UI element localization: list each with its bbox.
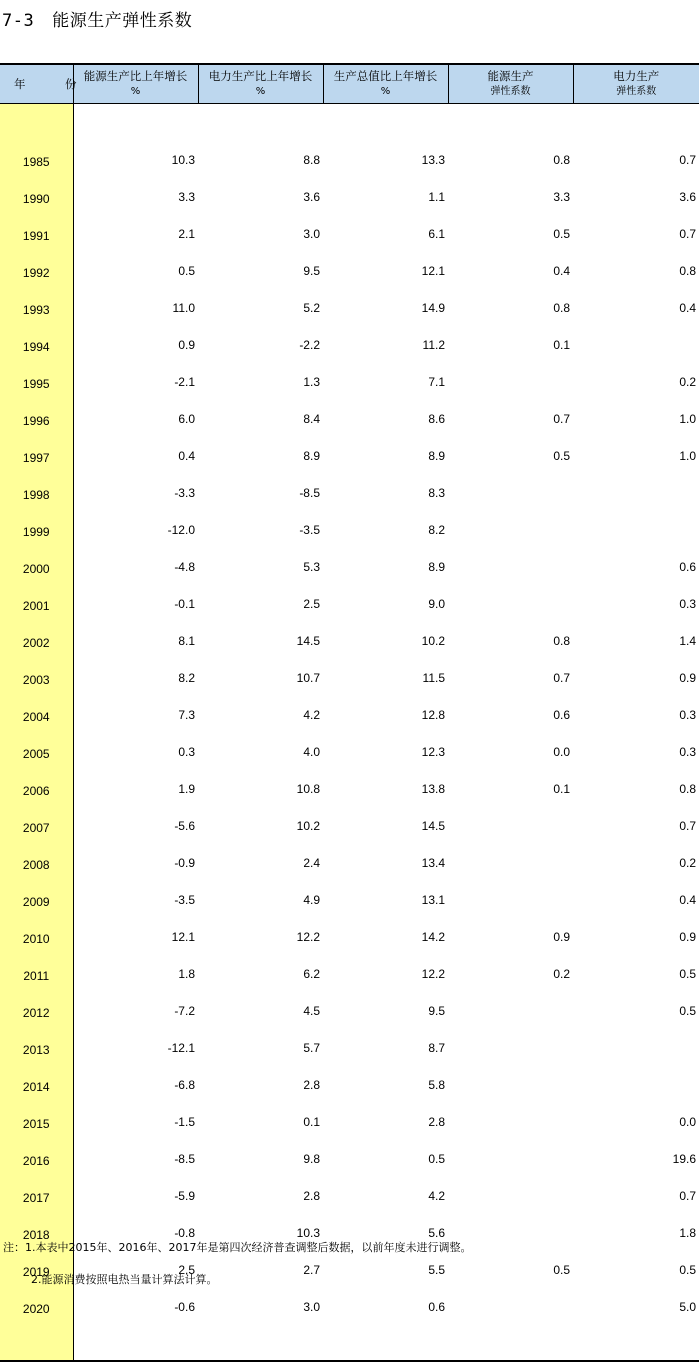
year-cell: 2004 (0, 696, 73, 733)
energy-elasticity-cell (448, 1177, 573, 1214)
year-cell: 1997 (0, 437, 73, 474)
gdp-growth-cell: 5.6 (323, 1214, 448, 1251)
year-cell: 2007 (0, 807, 73, 844)
energy-growth-cell: 8.2 (73, 659, 198, 696)
table-row (0, 955, 699, 992)
energy-elasticity-cell (448, 1029, 573, 1066)
energy-growth-cell: -8.5 (73, 1140, 198, 1177)
gdp-growth-cell: 13.8 (323, 770, 448, 807)
electricity-elasticity-cell: 0.4 (573, 289, 699, 326)
year-cell: 2000 (0, 548, 73, 585)
energy-growth-cell: 1.9 (73, 770, 198, 807)
table-row (0, 1103, 699, 1140)
electricity-growth-cell: 0.1 (198, 1103, 323, 1140)
energy-growth-cell: -12.0 (73, 511, 198, 548)
table-row (0, 289, 699, 326)
energy-growth-cell: -3.5 (73, 881, 198, 918)
data-table (0, 63, 699, 1362)
header-energy-growth (73, 64, 198, 104)
year-cell: 2011 (0, 955, 73, 992)
year-cell: 2013 (0, 1029, 73, 1066)
electricity-elasticity-cell (573, 474, 699, 511)
table-row (0, 252, 699, 289)
gdp-growth-cell: 1.1 (323, 178, 448, 215)
year-cell: 1998 (0, 474, 73, 511)
gdp-growth-cell: 7.1 (323, 363, 448, 400)
table-row (0, 807, 699, 844)
footnotes (3, 1232, 471, 1296)
energy-elasticity-cell: 0.5 (448, 437, 573, 474)
electricity-growth-cell: 10.8 (198, 770, 323, 807)
table-row (0, 548, 699, 585)
gdp-growth-cell: 5.8 (323, 1066, 448, 1103)
header-year-label: 年 份 (14, 77, 91, 91)
table-row (0, 326, 699, 363)
header-electricity-elasticity (573, 64, 699, 104)
electricity-elasticity-cell (573, 1066, 699, 1103)
electricity-elasticity-cell: 0.7 (573, 141, 699, 178)
electricity-growth-cell: 1.3 (198, 363, 323, 400)
gdp-growth-cell: 13.4 (323, 844, 448, 881)
year-cell: 1995 (0, 363, 73, 400)
electricity-growth-cell: 2.7 (198, 1251, 323, 1288)
energy-elasticity-cell (448, 992, 573, 1029)
electricity-elasticity-cell: 0.3 (573, 585, 699, 622)
table-title: 能源生产弹性系数 (52, 11, 192, 31)
energy-growth-cell: 1.8 (73, 955, 198, 992)
energy-elasticity-cell (448, 474, 573, 511)
gdp-growth-cell: 9.0 (323, 585, 448, 622)
energy-elasticity-cell: 0.7 (448, 659, 573, 696)
gdp-growth-cell: 8.6 (323, 400, 448, 437)
electricity-elasticity-cell: 0.0 (573, 1103, 699, 1140)
energy-elasticity-cell (448, 585, 573, 622)
energy-elasticity-cell (448, 511, 573, 548)
electricity-growth-cell: 9.5 (198, 252, 323, 289)
gdp-growth-cell: 8.3 (323, 474, 448, 511)
year-cell: 2020 (0, 1288, 73, 1325)
gdp-growth-cell: 11.5 (323, 659, 448, 696)
year-cell: 1996 (0, 400, 73, 437)
electricity-growth-cell: 10.2 (198, 807, 323, 844)
year-cell: 1994 (0, 326, 73, 363)
table-row (0, 1177, 699, 1214)
year-cell: 2008 (0, 844, 73, 881)
energy-elasticity-cell (448, 881, 573, 918)
energy-growth-cell: -12.1 (73, 1029, 198, 1066)
gdp-growth-cell: 12.8 (323, 696, 448, 733)
gdp-growth-cell: 9.5 (323, 992, 448, 1029)
year-cell: 2002 (0, 622, 73, 659)
energy-growth-cell: -0.8 (73, 1214, 198, 1251)
table-row (0, 585, 699, 622)
energy-growth-cell: 0.9 (73, 326, 198, 363)
electricity-growth-cell: 8.9 (198, 437, 323, 474)
energy-growth-cell: 2.5 (73, 1251, 198, 1288)
electricity-growth-cell: 3.6 (198, 178, 323, 215)
table-row (0, 178, 699, 215)
energy-elasticity-cell (448, 363, 573, 400)
electricity-elasticity-cell: 0.8 (573, 252, 699, 289)
energy-growth-cell: 0.3 (73, 733, 198, 770)
energy-growth-cell: -0.6 (73, 1288, 198, 1325)
year-cell-blank (0, 1325, 73, 1361)
gdp-growth-cell: 8.9 (323, 548, 448, 585)
energy-growth-cell: 2.1 (73, 215, 198, 252)
electricity-elasticity-cell: 0.3 (573, 696, 699, 733)
table-row (0, 622, 699, 659)
header-electricity-growth-label: 电力生产比上年增长 (209, 69, 313, 83)
header-gdp-growth-unit: % (324, 84, 448, 99)
gdp-growth-cell: 6.1 (323, 215, 448, 252)
electricity-growth-cell: 3.0 (198, 215, 323, 252)
electricity-growth-cell: 14.5 (198, 622, 323, 659)
energy-growth-cell: 3.3 (73, 178, 198, 215)
energy-growth-cell: -0.1 (73, 585, 198, 622)
header-electricity-elasticity-label: 电力生产 (613, 69, 659, 83)
year-cell: 2010 (0, 918, 73, 955)
table-spacer-row (0, 104, 699, 142)
energy-growth-cell: 11.0 (73, 289, 198, 326)
electricity-growth-cell: 4.5 (198, 992, 323, 1029)
gdp-growth-cell: 14.9 (323, 289, 448, 326)
electricity-growth-cell: 5.2 (198, 289, 323, 326)
gdp-growth-cell: 10.2 (323, 622, 448, 659)
energy-growth-cell: -2.1 (73, 363, 198, 400)
gdp-growth-cell: 14.5 (323, 807, 448, 844)
header-electricity-growth-unit: % (199, 84, 323, 99)
electricity-elasticity-cell: 0.8 (573, 770, 699, 807)
electricity-growth-cell: 10.3 (198, 1214, 323, 1251)
header-energy-elasticity-unit: 弹性系数 (449, 84, 573, 99)
page-title (2, 6, 192, 31)
table-row (0, 1140, 699, 1177)
energy-elasticity-cell (448, 1140, 573, 1177)
energy-elasticity-cell: 0.5 (448, 1251, 573, 1288)
table-end-row (0, 1325, 699, 1361)
electricity-elasticity-cell: 0.2 (573, 363, 699, 400)
energy-elasticity-cell: 0.1 (448, 326, 573, 363)
electricity-elasticity-cell: 0.2 (573, 844, 699, 881)
year-cell: 1992 (0, 252, 73, 289)
electricity-growth-cell: 2.4 (198, 844, 323, 881)
gdp-growth-cell: 8.2 (323, 511, 448, 548)
electricity-growth-cell: 2.5 (198, 585, 323, 622)
electricity-elasticity-cell: 0.6 (573, 548, 699, 585)
electricity-elasticity-cell: 0.7 (573, 1177, 699, 1214)
energy-growth-cell: -5.9 (73, 1177, 198, 1214)
table-row (0, 474, 699, 511)
electricity-growth-cell: 2.8 (198, 1177, 323, 1214)
header-energy-elasticity (448, 64, 573, 104)
electricity-growth-cell: 8.4 (198, 400, 323, 437)
electricity-elasticity-cell: 0.9 (573, 659, 699, 696)
gdp-growth-cell: 13.1 (323, 881, 448, 918)
table-row (0, 733, 699, 770)
table-row (0, 141, 699, 178)
year-cell: 2009 (0, 881, 73, 918)
gdp-growth-cell: 5.5 (323, 1251, 448, 1288)
electricity-elasticity-cell: 19.6 (573, 1140, 699, 1177)
table-row (0, 696, 699, 733)
table-row (0, 770, 699, 807)
electricity-elasticity-cell: 0.4 (573, 881, 699, 918)
table-row (0, 1029, 699, 1066)
year-cell: 1999 (0, 511, 73, 548)
year-cell: 2006 (0, 770, 73, 807)
energy-elasticity-cell: 3.3 (448, 178, 573, 215)
energy-growth-cell: -1.5 (73, 1103, 198, 1140)
header-energy-elasticity-label: 能源生产 (488, 69, 534, 83)
table-row (0, 437, 699, 474)
table-row (0, 659, 699, 696)
year-cell: 2018 (0, 1214, 73, 1251)
energy-growth-cell: -4.8 (73, 548, 198, 585)
energy-growth-cell: -5.6 (73, 807, 198, 844)
header-row (0, 64, 699, 104)
year-cell: 2012 (0, 992, 73, 1029)
energy-elasticity-cell (448, 548, 573, 585)
header-year (0, 64, 73, 104)
energy-growth-cell: 7.3 (73, 696, 198, 733)
electricity-growth-cell: 8.8 (198, 141, 323, 178)
table-row (0, 215, 699, 252)
table-body (0, 104, 699, 1362)
header-energy-growth-unit: % (74, 84, 198, 99)
energy-elasticity-cell: 0.4 (448, 252, 573, 289)
energy-elasticity-cell (448, 1066, 573, 1103)
year-cell: 1993 (0, 289, 73, 326)
electricity-elasticity-cell: 1.0 (573, 437, 699, 474)
electricity-elasticity-cell (573, 1029, 699, 1066)
gdp-growth-cell: 0.6 (323, 1288, 448, 1325)
electricity-growth-cell: -2.2 (198, 326, 323, 363)
table-number: 7-3 (2, 11, 34, 31)
electricity-growth-cell: 5.7 (198, 1029, 323, 1066)
electricity-growth-cell: -3.5 (198, 511, 323, 548)
gdp-growth-cell: 12.1 (323, 252, 448, 289)
energy-growth-cell: 10.3 (73, 141, 198, 178)
gdp-growth-cell: 0.5 (323, 1140, 448, 1177)
electricity-elasticity-cell: 0.5 (573, 1251, 699, 1288)
gdp-growth-cell: 12.3 (323, 733, 448, 770)
electricity-elasticity-cell: 0.9 (573, 918, 699, 955)
energy-elasticity-cell: 0.0 (448, 733, 573, 770)
energy-elasticity-cell: 0.5 (448, 215, 573, 252)
year-cell: 1985 (0, 141, 73, 178)
header-electricity-elasticity-unit: 弹性系数 (574, 84, 699, 99)
energy-growth-cell: -3.3 (73, 474, 198, 511)
electricity-growth-cell: 3.0 (198, 1288, 323, 1325)
header-gdp-growth-label: 生产总值比上年增长 (334, 69, 438, 83)
energy-elasticity-cell: 0.8 (448, 622, 573, 659)
table-row (0, 918, 699, 955)
electricity-growth-cell: 9.8 (198, 1140, 323, 1177)
year-cell: 2005 (0, 733, 73, 770)
electricity-elasticity-cell: 0.7 (573, 807, 699, 844)
footnote-1: 注：1.本表中2015年、2016年、2017年是第四次经济普查调整后数据，以前年度未进行调整。 (3, 1232, 471, 1264)
year-cell: 2014 (0, 1066, 73, 1103)
year-cell: 1991 (0, 215, 73, 252)
energy-elasticity-cell (448, 1103, 573, 1140)
header-gdp-growth (323, 64, 448, 104)
electricity-elasticity-cell: 0.5 (573, 992, 699, 1029)
header-electricity-growth (198, 64, 323, 104)
electricity-growth-cell: 4.9 (198, 881, 323, 918)
energy-elasticity-cell: 0.8 (448, 289, 573, 326)
electricity-elasticity-cell: 5.0 (573, 1288, 699, 1325)
electricity-growth-cell: 4.2 (198, 696, 323, 733)
gdp-growth-cell: 14.2 (323, 918, 448, 955)
electricity-growth-cell: 6.2 (198, 955, 323, 992)
electricity-elasticity-cell: 3.6 (573, 178, 699, 215)
electricity-elasticity-cell (573, 326, 699, 363)
gdp-growth-cell: 11.2 (323, 326, 448, 363)
electricity-elasticity-cell (573, 511, 699, 548)
gdp-growth-cell: 13.3 (323, 141, 448, 178)
table-row (0, 400, 699, 437)
table-row (0, 1066, 699, 1103)
table-row (0, 992, 699, 1029)
electricity-growth-cell: 12.2 (198, 918, 323, 955)
year-cell: 2003 (0, 659, 73, 696)
electricity-elasticity-cell: 0.7 (573, 215, 699, 252)
year-cell: 2001 (0, 585, 73, 622)
electricity-elasticity-cell: 1.4 (573, 622, 699, 659)
year-cell: 2015 (0, 1103, 73, 1140)
energy-elasticity-cell: 0.6 (448, 696, 573, 733)
gdp-growth-cell: 2.8 (323, 1103, 448, 1140)
gdp-growth-cell: 4.2 (323, 1177, 448, 1214)
header-energy-growth-label: 能源生产比上年增长 (84, 69, 188, 83)
year-cell: 2017 (0, 1177, 73, 1214)
electricity-growth-cell: 10.7 (198, 659, 323, 696)
year-cell: 2016 (0, 1140, 73, 1177)
energy-growth-cell: 12.1 (73, 918, 198, 955)
table-row (0, 363, 699, 400)
gdp-growth-cell: 8.7 (323, 1029, 448, 1066)
energy-elasticity-cell: 0.1 (448, 770, 573, 807)
electricity-growth-cell: 4.0 (198, 733, 323, 770)
electricity-elasticity-cell: 0.5 (573, 955, 699, 992)
table-row (0, 881, 699, 918)
energy-growth-cell: 6.0 (73, 400, 198, 437)
energy-elasticity-cell: 0.8 (448, 141, 573, 178)
energy-elasticity-cell: 0.2 (448, 955, 573, 992)
table-row (0, 511, 699, 548)
energy-growth-cell: -0.9 (73, 844, 198, 881)
electricity-growth-cell: 5.3 (198, 548, 323, 585)
energy-growth-cell: -7.2 (73, 992, 198, 1029)
year-cell: 2019 (0, 1251, 73, 1288)
electricity-growth-cell: 2.8 (198, 1066, 323, 1103)
year-cell-blank (0, 104, 73, 142)
electricity-elasticity-cell: 1.0 (573, 400, 699, 437)
gdp-growth-cell: 8.9 (323, 437, 448, 474)
electricity-elasticity-cell: 0.3 (573, 733, 699, 770)
energy-growth-cell: -6.8 (73, 1066, 198, 1103)
table-row (0, 844, 699, 881)
footnote-2: 2.能源消费按照电热当量计算法计算。 (3, 1264, 471, 1296)
energy-growth-cell: 0.4 (73, 437, 198, 474)
year-cell: 1990 (0, 178, 73, 215)
energy-elasticity-cell (448, 844, 573, 881)
energy-growth-cell: 0.5 (73, 252, 198, 289)
gdp-growth-cell: 12.2 (323, 955, 448, 992)
energy-growth-cell: 8.1 (73, 622, 198, 659)
energy-elasticity-cell (448, 807, 573, 844)
energy-elasticity-cell: 0.7 (448, 400, 573, 437)
electricity-growth-cell: -8.5 (198, 474, 323, 511)
energy-elasticity-cell: 0.9 (448, 918, 573, 955)
electricity-elasticity-cell: 1.8 (573, 1214, 699, 1251)
